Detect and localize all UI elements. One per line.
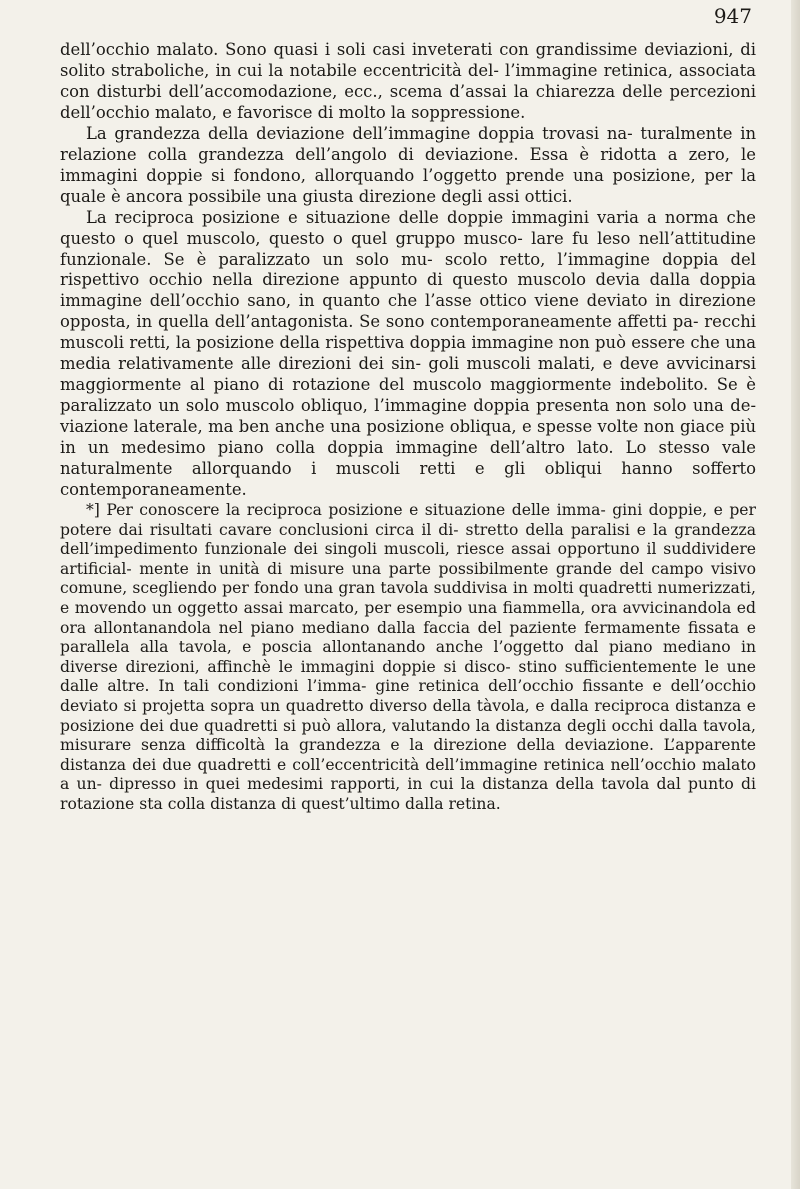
paragraph-1: dell’occhio malato. Sono quasi i soli casi inveterati con grandissime deviazioni, di solito straboliche, in cui la notabile eccentricità del- l’immagine retinica, associata con disturbi dell’accomodazione, ecc., scema d’assai la chiarezza delle percezioni dell’occhio malato, e favorisce di molto la soppressione. [60, 40, 756, 122]
page-number: 947 [713, 4, 752, 28]
footnote: *] Per conoscere la reciproca posizione e situazione delle imma- gini doppie, e per potere dai risultati cavare conclusioni circa il di- stretto della paralisi e la grandezza dell’impedimento funzionale dei singoli muscoli, riesce assai opportuno il suddividere artificial- mente in unità di misure una parte possibilmente grande del campo visivo comune, scegliendo per fondo una gran tavola suddivisa in molti quadretti numerizzati, e movendo un oggetto assai marcato, per esempio una fiammella, ora avvicinandola ed ora allontanandola nel piano mediano dalla faccia del paziente fermamente fissata e parallela alla tavola, e poscia allontanando anche l’oggetto dal piano mediano in diverse direzioni, affinchè le immagini doppie si disco- stino sufficientemente le une dalle altre. In tali condizioni l’imma- gine retinica dell’occhio fissante e dell’occhio deviato si projetta sopra un quadretto diverso della tàvola, e dalla reciproca distanza e posizione dei due quadretti si può allora, valutando la distanza degli occhi dalla tavola, misurare senza difficoltà la grandezza e la direzione della deviazione. L’apparente distanza dei due quadretti e coll’eccentricità dell’immagine retinica nell’occhio malato a un- dipresso in quei medesimi rapporti, in cui la distanza della tavola dal punto di rotazione sta colla distanza di quest’ultimo dalla retina. [60, 500, 756, 813]
paragraph-2: La grandezza della deviazione dell’immagine doppia trovasi na- turalmente in relazione colla grandezza dell’angolo di deviazione. Essa è ridotta a zero, le immagini doppie si fondono, allorquando l’oggetto prende una posizione, per la quale è ancora possibile una giusta direzione degli assi ottici. [60, 123, 756, 206]
page-edge [791, 0, 800, 1189]
text-block [60, 40, 756, 814]
paragraph-3: La reciproca posizione e situazione delle doppie immagini varia a norma che questo o quel muscolo, questo o quel gruppo musco- lare fu leso nell’attitudine funzionale. Se è paralizzato un solo mu- scolo retto, l’immagine doppia del rispettivo occhio nella direzione appunto di questo muscolo devia dalla doppia immagine dell’occhio sano, in quanto che l’asse ottico viene deviato in direzione opposta, in quella dell’antagonista. Se sono contemporaneamente affetti pa- recchi muscoli retti, la posizione della rispettiva doppia immagine non può essere che una media relativamente alle direzioni dei sin- goli muscoli malati, e deve avvicinarsi maggiormente al piano di rotazione del muscolo maggiormente indebolito. Se è paralizzato un solo muscolo obliquo, l’immagine doppia presenta non solo una de- viazione laterale, ma ben anche una posizione obliqua, e spesse volte non giace più in un medesimo piano colla doppia immagine dell’altro lato. Lo stesso vale naturalmente allorquando i muscoli retti e gli obliqui hanno sofferto contemporaneamente. [60, 207, 756, 500]
